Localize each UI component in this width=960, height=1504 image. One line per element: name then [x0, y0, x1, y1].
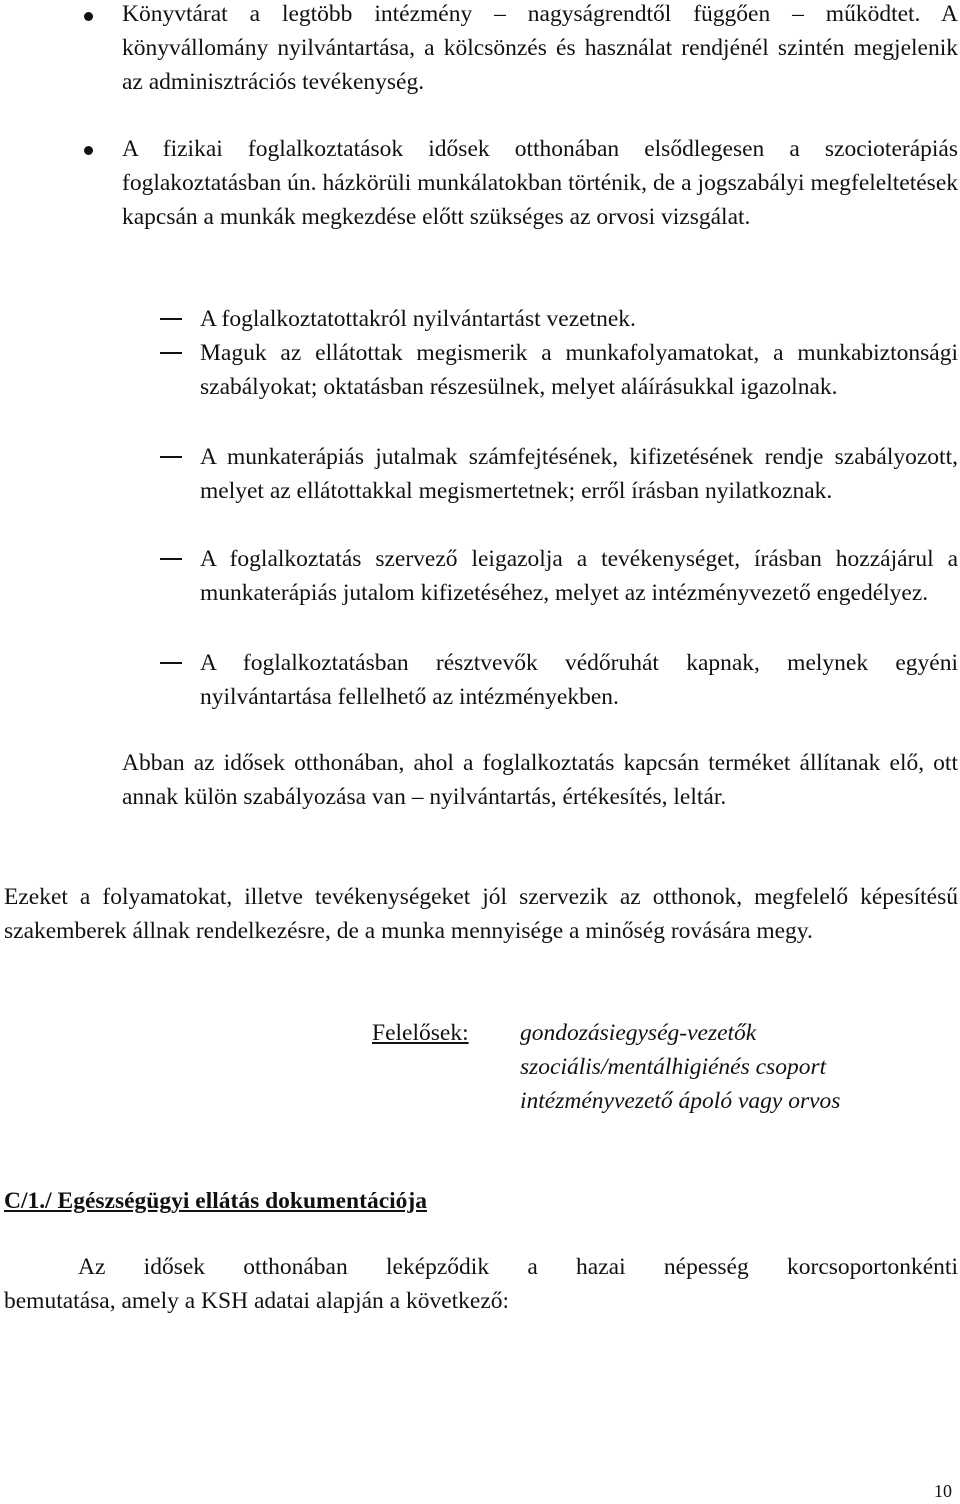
paragraph-intro — [4, 1250, 958, 1318]
dash-marker-icon — [160, 662, 182, 664]
dash-item-protective-clothing: A foglalkoztatásban résztvevők védőruhát kapnak, melynek egyéni nyilvántartása fellelhető az intézményekben. — [200, 650, 958, 710]
dash-item-safety-training: Maguk az ellátottak megismerik a munkafolyamatokat, a munkabiztonsági szabályokat; oktatásban részesülnek, melyet aláírásukkal igazolnak. — [200, 340, 958, 400]
paragraph-processes: Ezeket a folyamatokat, illetve tevékenységeket jól szervezik az otthonok, megfelelő képesítésű szakemberek állnak rendelkezésre, de a munka mennyisége a minőség rovására megy. — [4, 884, 958, 944]
dash-marker-icon — [160, 558, 182, 560]
page-number: 10 — [934, 1481, 952, 1501]
section-heading: C/1./ Egészségügyi ellátás dokumentációja — [4, 1188, 427, 1214]
responsibles-list — [520, 1016, 840, 1118]
responsible-item: gondozásiegység-vezetők — [520, 1020, 757, 1046]
responsible-item: szociális/mentálhigiénés csoport — [520, 1054, 827, 1080]
dash-marker-icon — [160, 352, 182, 354]
dash-item-rewards: A munkaterápiás jutalmak számfejtésének, kifizetésének rendje szabályozott, melyet az ellátottakkal megismertetnek; erről írásban nyilatkoznak. — [200, 444, 958, 504]
bullet-item-physical-work: A fizikai foglalkoztatások idősek otthonában elsődlegesen a szocioterápiás foglakoztatásban ún. házkörüli munkálatokban történik, de a jogszabályi megfeleltetések kapcsán a munkák megkezdése előtt szükséges az orvosi vizsgálat. — [122, 136, 958, 230]
bullet-dot-icon — [84, 12, 93, 21]
dash-item-organizer: A foglalkoztatás szervező leigazolja a tevékenységet, írásban hozzájárul a munkaterápiás jutalom kifizetéséhez, melyet az intézményvezető engedélyez. — [200, 546, 958, 606]
bullet-item-library: Könyvtárat a legtöbb intézmény – nagyságrendtől függően – működtet. A könyvállomány nyilvántartása, a kölcsönzés és használat rendjénél szintén megjelenik az adminisztrációs tevékenység. — [122, 1, 958, 95]
intro-first-line: Az idősek otthonában leképződik a hazai népesség korcsoportonkénti — [78, 1254, 958, 1280]
dash-marker-icon — [160, 318, 182, 320]
bullet-dot-icon — [84, 146, 93, 155]
paragraph-products: Abban az idősek otthonában, ahol a foglalkoztatás kapcsán terméket állítanak elő, ott annak külön szabályozása van – nyilvántartás, értékesítés, leltár. — [122, 750, 958, 810]
intro-rest: bemutatása, amely a KSH adatai alapján a következő: — [4, 1288, 510, 1314]
responsible-item: intézményvezető ápoló vagy orvos — [520, 1088, 841, 1114]
dash-item-registry: A foglalkoztatottakról nyilvántartást vezetnek. — [200, 306, 636, 332]
dash-marker-icon — [160, 456, 182, 458]
responsibles-label: Felelősek: — [372, 1020, 469, 1046]
